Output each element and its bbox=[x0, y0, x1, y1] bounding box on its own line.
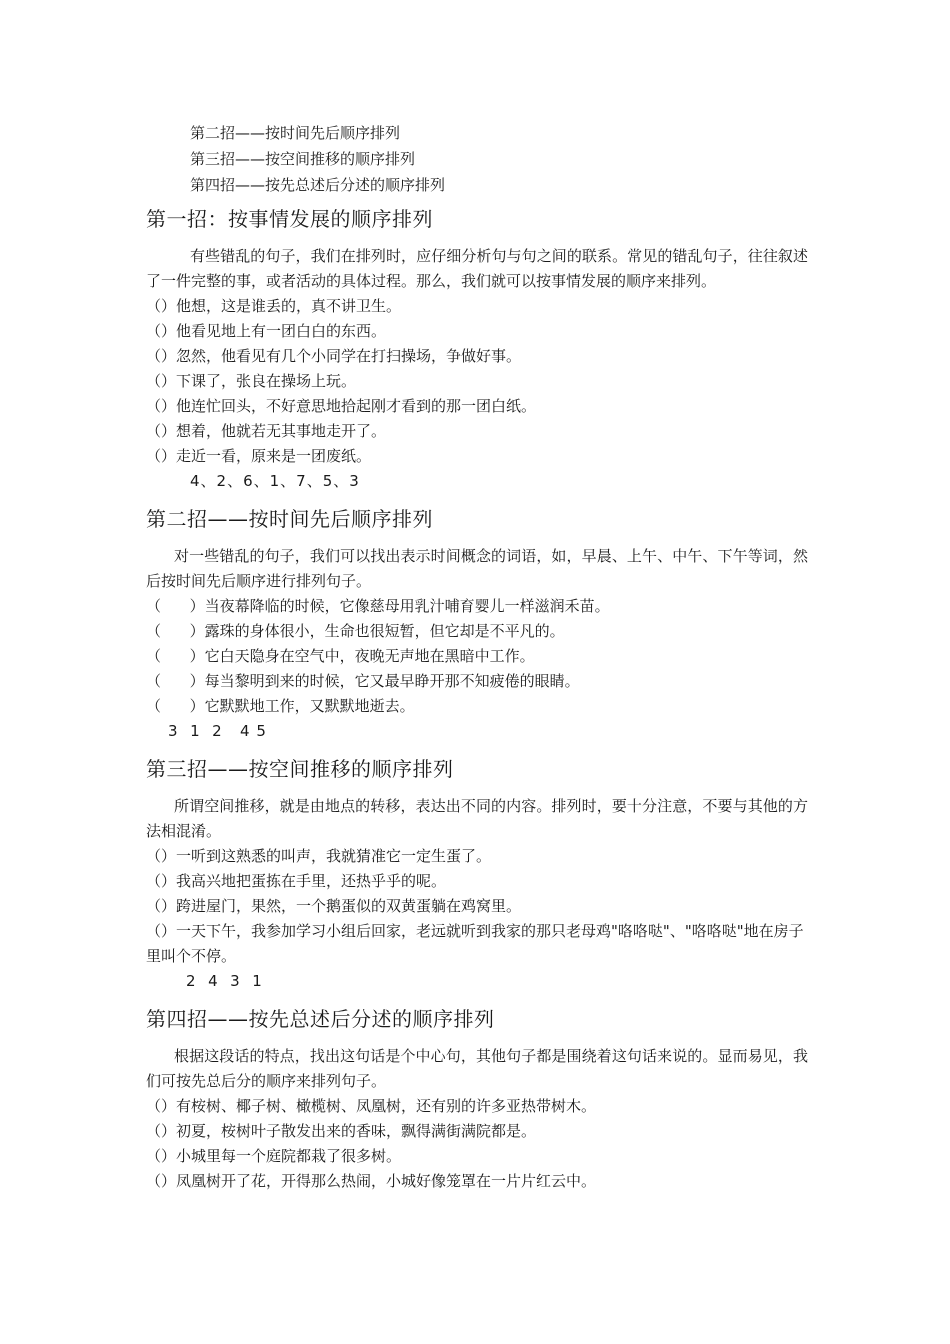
answer-blank: （） bbox=[146, 397, 177, 415]
list-item bbox=[146, 619, 808, 644]
list-item bbox=[146, 1094, 808, 1119]
sentence-text: 想着，他就若无其事地走开了。 bbox=[176, 422, 387, 440]
section-event-order bbox=[146, 204, 808, 494]
list-item bbox=[146, 444, 808, 469]
section-title: 第四招——按先总述后分述的顺序排列 bbox=[146, 1007, 495, 1031]
toc-line: 第四招——按先总述后分述的顺序排列 bbox=[190, 176, 446, 194]
answer-blank: （） bbox=[146, 297, 177, 315]
answer-key: 2 4 3 1 bbox=[186, 972, 263, 990]
toc-line: 第三招——按空间推移的顺序排列 bbox=[190, 150, 416, 168]
answer-blank: （ ） bbox=[146, 622, 205, 640]
list-item bbox=[146, 319, 808, 344]
sentence-text: 他看见地上有一团白白的东西。 bbox=[176, 322, 387, 340]
list-item bbox=[146, 844, 808, 869]
answer-blank: （） bbox=[146, 1097, 177, 1115]
list-item bbox=[146, 919, 808, 969]
answer-blank: （） bbox=[146, 1122, 177, 1140]
sentence-text: 它默默地工作，又默默地逝去。 bbox=[204, 697, 415, 715]
list-item bbox=[146, 894, 808, 919]
list-item bbox=[146, 1144, 808, 1169]
sentence-text: 跨进屋门，果然，一个鹅蛋似的双黄蛋躺在鸡窝里。 bbox=[176, 897, 522, 915]
list-item bbox=[146, 344, 808, 369]
section-intro: 根据这段话的特点，找出这句话是个中心句，其他句子都是围绕着这句话来说的。显而易见，我们可按先总后分的顺序来排列句子。 bbox=[146, 1047, 808, 1090]
sentence-text: 忽然，他看见有几个小同学在打扫操场，争做好事。 bbox=[176, 347, 522, 365]
answer-blank: （ ） bbox=[146, 672, 205, 690]
list-item bbox=[146, 869, 808, 894]
list-item bbox=[146, 694, 808, 719]
section-time-order bbox=[146, 504, 808, 744]
list-item bbox=[146, 669, 808, 694]
answer-blank: （） bbox=[146, 447, 177, 465]
sentence-text: 当夜幕降临的时候，它像慈母用乳汁哺育婴儿一样滋润禾苗。 bbox=[204, 597, 610, 615]
answer-blank: （） bbox=[146, 847, 177, 865]
section-title: 第三招——按空间推移的顺序排列 bbox=[146, 757, 454, 781]
list-item bbox=[146, 1169, 808, 1194]
list-item bbox=[146, 644, 808, 669]
sentence-text: 初夏，桉树叶子散发出来的香味，飘得满街满院都是。 bbox=[176, 1122, 537, 1140]
section-intro: 所谓空间推移，就是由地点的转移，表达出不同的内容。排列时，要十分注意，不要与其他的方法相混淆。 bbox=[146, 797, 808, 840]
answer-blank: （） bbox=[146, 872, 177, 890]
answer-key: 4、2、6、1、7、5、3 bbox=[190, 472, 360, 490]
section-space-order bbox=[146, 754, 808, 994]
answer-key: 3 1 2 4 5 bbox=[168, 722, 267, 740]
table-of-contents bbox=[146, 120, 808, 198]
sentence-text: 凤凰树开了花，开得那么热闹，小城好像笼罩在一片片红云中。 bbox=[176, 1172, 597, 1190]
answer-blank: （ ） bbox=[146, 597, 205, 615]
list-item bbox=[146, 419, 808, 444]
answer-blank: （） bbox=[146, 922, 177, 940]
sentence-text: 有桉树、椰子树、橄榄树、凤凰树，还有别的许多亚热带树木。 bbox=[176, 1097, 597, 1115]
list-item bbox=[146, 594, 808, 619]
section-general-specific-order bbox=[146, 1004, 808, 1194]
sentence-text: 我高兴地把蛋拣在手里，还热乎乎的呢。 bbox=[176, 872, 447, 890]
list-item bbox=[146, 369, 808, 394]
sentence-text: 它白天隐身在空气中，夜晚无声地在黑暗中工作。 bbox=[204, 647, 535, 665]
answer-blank: （） bbox=[146, 897, 177, 915]
sentence-text: 露珠的身体很小，生命也很短暂，但它却是不平凡的。 bbox=[204, 622, 565, 640]
sentence-text: 下课了，张良在操场上玩。 bbox=[176, 372, 357, 390]
sentence-text: 他想，这是谁丢的，真不讲卫生。 bbox=[176, 297, 402, 315]
sentence-text: 他连忙回头，不好意思地拾起刚才看到的那一团白纸。 bbox=[176, 397, 537, 415]
answer-blank: （） bbox=[146, 322, 177, 340]
list-item bbox=[146, 1119, 808, 1144]
section-intro: 有些错乱的句子，我们在排列时，应仔细分析句与句之间的联系。常见的错乱句子，往往叙述了一件完整的事，或者活动的具体过程。那么，我们就可以按事情发展的顺序来排列。 bbox=[146, 247, 808, 290]
section-title: 第二招——按时间先后顺序排列 bbox=[146, 507, 433, 531]
answer-blank: （） bbox=[146, 1172, 177, 1190]
answer-blank: （ ） bbox=[146, 697, 205, 715]
sentence-text: 每当黎明到来的时候，它又最早睁开那不知疲倦的眼睛。 bbox=[204, 672, 580, 690]
section-intro: 对一些错乱的句子，我们可以找出表示时间概念的词语，如，早晨、上午、中午、下午等词，然后按时间先后顺序进行排列句子。 bbox=[146, 547, 808, 590]
answer-blank: （） bbox=[146, 1147, 177, 1165]
answer-blank: （） bbox=[146, 422, 177, 440]
section-title: 第一招：按事情发展的顺序排列 bbox=[146, 207, 433, 231]
list-item bbox=[146, 394, 808, 419]
document-page bbox=[146, 120, 808, 1194]
toc-line: 第二招——按时间先后顺序排列 bbox=[190, 124, 401, 142]
answer-blank: （） bbox=[146, 372, 177, 390]
list-item bbox=[146, 294, 808, 319]
sentence-text: 走近一看，原来是一团废纸。 bbox=[176, 447, 372, 465]
sentence-text: 一听到这熟悉的叫声，我就猜准它一定生蛋了。 bbox=[176, 847, 492, 865]
sentence-text: 一天下午，我参加学习小组后回家，老远就听到我家的那只老母鸡"咯咯哒"、"咯咯哒"地在房子里叫个不停。 bbox=[146, 922, 804, 965]
sentence-text: 小城里每一个庭院都栽了很多树。 bbox=[176, 1147, 402, 1165]
answer-blank: （） bbox=[146, 347, 177, 365]
answer-blank: （ ） bbox=[146, 647, 205, 665]
